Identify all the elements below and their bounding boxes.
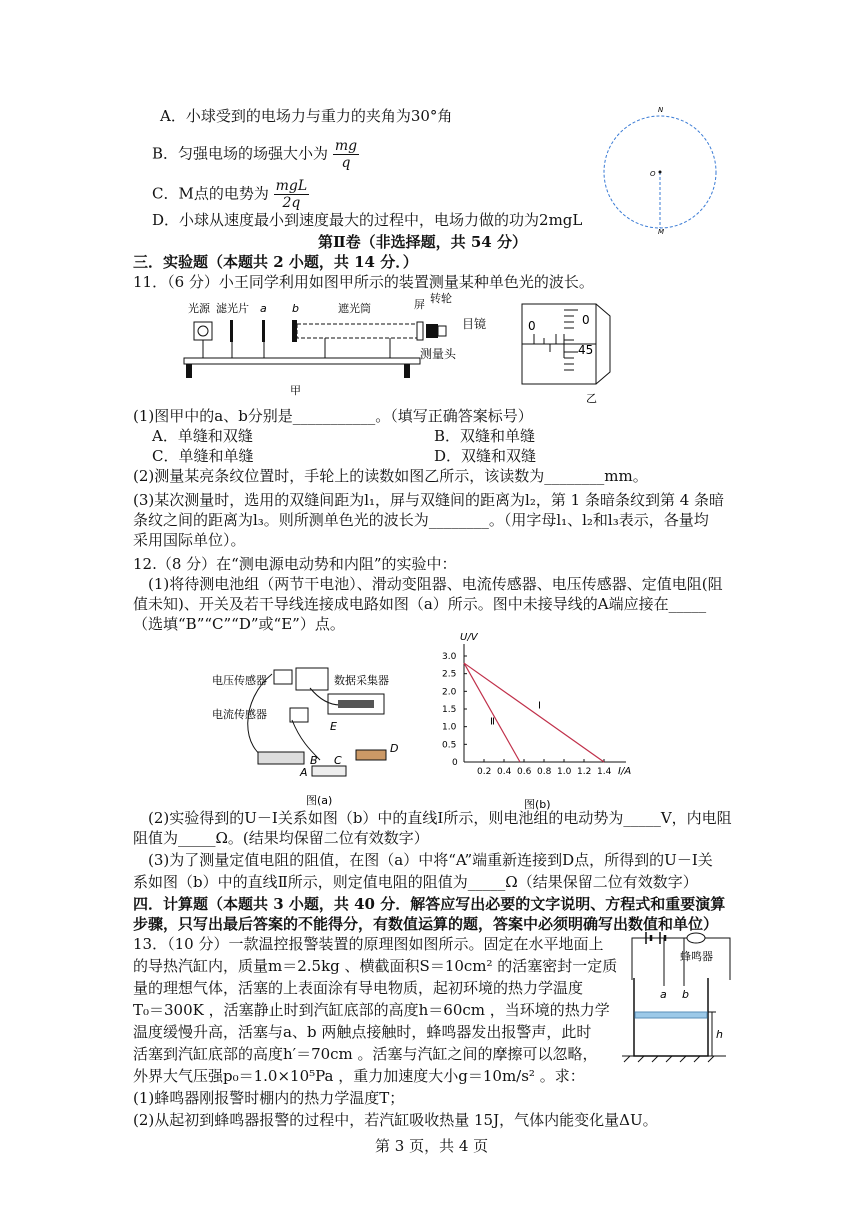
q11-part2: (2)测量某亮条纹位置时，手轮上的读数如图乙所示，该读数为________mm。 <box>133 467 648 485</box>
measuring-head <box>426 324 438 338</box>
piston <box>635 1012 707 1018</box>
label-contact-b: b <box>682 988 689 1001</box>
shading-tube <box>297 324 417 338</box>
slit-a <box>262 320 265 342</box>
label-voltage-sensor: 电压传感器 <box>212 674 267 687</box>
label-filter: 滤光片 <box>216 302 249 315</box>
lamp-icon <box>198 326 208 336</box>
q11-option-a: A．单缝和双缝 <box>152 427 253 445</box>
q11-part3-line3: 采用国际单位）。 <box>133 531 246 549</box>
switch <box>312 766 346 776</box>
y-tick-label: 2.0 <box>442 687 457 698</box>
y-tick-label: 1.5 <box>442 705 457 715</box>
q13-cylinder-figure <box>618 930 743 1065</box>
y-tick-label: 0.5 <box>442 740 457 751</box>
q12-part1-line3: （选填“B”“C”“D”或“E”）点。 <box>133 615 345 633</box>
fraction-denominator: 2q <box>282 195 301 211</box>
y-tick-label: 3.0 <box>442 652 457 662</box>
label-o: O <box>650 170 656 178</box>
fig-jia-caption: 甲 <box>290 384 301 397</box>
q11-part3-line2: 条纹之间的距离为l₃。则所测单色光的波长为________。（用字母l₁、l₂和l₃表示，各量均 <box>133 511 709 529</box>
q11-part1: (1)图甲中的a、b分别是___________。（填写正确答案标号） <box>133 407 533 425</box>
q10-option-b-text: B．匀强电场的场强大小为 <box>152 144 329 163</box>
x-tick-label: 0.4 <box>497 767 512 777</box>
q10-option-c <box>152 178 309 211</box>
q10-option-a: A．小球受到的电场力与重力的夹角为30°角 <box>160 107 453 125</box>
series-label-1: Ⅰ <box>538 700 541 712</box>
current-sensor-box <box>290 708 308 722</box>
label-h: h <box>716 1028 723 1041</box>
optical-bench <box>184 358 420 364</box>
label-eyepiece: 目镜 <box>462 317 487 331</box>
page-footer: 第 3 页，共 4 页 <box>375 1137 489 1155</box>
light-source-box <box>194 322 212 340</box>
slit-b <box>292 320 297 342</box>
y-tick-label: 1.0 <box>442 722 457 733</box>
ground-hatch <box>708 1056 714 1062</box>
series-line-1 <box>464 663 604 762</box>
label-measuring-head: 测量头 <box>420 347 457 361</box>
ground-hatch <box>666 1056 672 1062</box>
label-current-sensor: 电流传感器 <box>212 708 267 721</box>
label-b-point: B <box>310 754 318 767</box>
q10-option-b <box>152 138 359 171</box>
section2-title: 第Ⅱ卷（非选择题，共 54 分） <box>318 233 527 251</box>
q11-apparatus-figure <box>180 292 460 397</box>
fraction-denominator: q <box>341 155 351 171</box>
fig-a-caption: 图(a) <box>306 794 333 807</box>
label-m: M <box>658 228 665 236</box>
q12-stem: 12.（8 分）在“测电源电动势和内阻”的实验中： <box>133 555 457 573</box>
q13-line1: 13．（10 分）一款温控报警装置的原理图如图所示。固定在水平地面上 <box>133 935 604 953</box>
x-tick-label: 1.0 <box>557 767 572 777</box>
label-c-point: C <box>334 754 342 767</box>
label-tube: 遮光筒 <box>338 302 371 315</box>
section3-title: 三．实验题（本题共 2 小题，共 14 分．） <box>133 253 418 271</box>
fraction-numerator: mg <box>334 138 358 154</box>
q12-part1-line2: 值未知)、开关及若干导线连接成电路如图（a）所示。图中未接导线的A端应接在_____ <box>133 595 707 613</box>
battery-pack <box>258 752 304 764</box>
q11-part3-line1: (3)某次测量时，选用的双缝间距为l₁，屏与双缝间的距离为l₂，第 1 条暗条纹到第 4 条暗 <box>133 491 725 509</box>
label-light-source: 光源 <box>188 302 210 315</box>
section4-title-line2: 步骤，只写出最后答案的不能得分，有数值运算的题，答案中必须明确写出数值和单位） <box>133 915 719 933</box>
data-collector-box <box>296 668 328 690</box>
series-line-2 <box>464 663 520 762</box>
q10-option-d: D．小球从速度最小到速度最大的过程中，电场力做的功为2mgL <box>152 211 583 229</box>
q11-option-d: D．双缝和双缝 <box>434 447 537 465</box>
ground-hatch <box>680 1056 686 1062</box>
q12-ui-chart <box>430 632 632 811</box>
q10-circle-figure <box>600 100 720 240</box>
ground-hatch <box>694 1056 700 1062</box>
x-tick-label: 0.8 <box>537 767 552 777</box>
q13-line6: 活塞到汽缸底部的高度h′＝70cm 。活塞与汽缸之间的摩擦可以忽略， <box>133 1045 598 1063</box>
thimble-label-0: 0 <box>582 313 590 327</box>
q12-part2-line1: (2)实验得到的U－I关系如图（b）中的直线Ⅰ所示，则电池组的电动势为_____V，内电阻 <box>148 809 732 827</box>
q10-option-c-text: C．M点的电势为 <box>152 184 269 203</box>
x-axis-label: I/A <box>618 766 632 777</box>
ground-hatch <box>638 1056 644 1062</box>
q12-part2-line2: 阻值为_____Ω。(结果均保留二位有效数字） <box>133 829 429 847</box>
ground-hatch <box>624 1056 630 1062</box>
q11-stem: 11．（6 分）小王同学利用如图甲所示的装置测量某种单色光的波长。 <box>133 273 594 291</box>
rheostat-coil <box>338 700 374 708</box>
label-d-point: D <box>390 742 399 755</box>
label-contact-a: a <box>660 988 667 1001</box>
center-dot <box>659 171 662 174</box>
q12-circuit-figure <box>210 660 410 808</box>
label-wheel: 转轮 <box>430 292 452 305</box>
series-label-2: Ⅱ <box>490 716 495 728</box>
fraction-numerator: mgL <box>275 178 308 194</box>
voltage-sensor-box <box>274 670 292 684</box>
fig-yi-caption: 乙 <box>586 392 597 405</box>
y-axis-label: U/V <box>460 632 478 643</box>
label-data-collector: 数据采集器 <box>334 674 389 687</box>
q13-line7: 外界大气压强p₀＝1.0×10⁵Pa ，重力加速度大小g＝10m/s² 。求： <box>133 1067 585 1085</box>
y-tick-label: 0 <box>452 758 458 768</box>
filter-plate <box>230 320 233 342</box>
q11-option-c: C．单缝和单缝 <box>152 447 254 465</box>
label-e: E <box>330 720 337 733</box>
buzzer-icon <box>687 933 705 943</box>
screen-plate <box>417 322 423 340</box>
label-a-point: A <box>300 766 308 779</box>
fixed-resistor <box>356 750 386 760</box>
q13-part2: (2)从起初到蜂鸣器报警的过程中，若汽缸吸收热量 15J，气体内能变化量ΔU。 <box>133 1111 658 1129</box>
label-a: a <box>260 302 267 315</box>
ground-hatch <box>652 1056 658 1062</box>
q12-part3-line1: (3)为了测量定值电阻的阻值，在图（a）中将“A”端重新连接到D点，所得到的U－I关 <box>148 851 713 869</box>
q10-option-b-fraction <box>333 138 359 171</box>
q11-option-b: B．双缝和单缝 <box>434 427 536 445</box>
bench-foot <box>404 364 410 378</box>
label-n: N <box>658 106 664 114</box>
bench-foot <box>186 364 192 378</box>
main-scale-zero: 0 <box>528 319 536 333</box>
label-buzzer: 蜂鸣器 <box>680 950 713 963</box>
thimble-outline <box>596 304 610 384</box>
thimble-label-45: 45 <box>578 343 594 357</box>
fig-b-caption: 图(b) <box>524 798 551 811</box>
label-screen: 屏 <box>414 298 425 311</box>
y-tick-label: 2.5 <box>442 669 457 680</box>
q12-part1-line1: (1)将待测电池组（两节干电池）、滑动变阻器、电流传感器、电压传感器、定值电阻(阻 <box>148 575 723 593</box>
q13-line5: 温度缓慢升高，活塞与a、b 两触点接触时，蜂鸣器发出报警声，此时 <box>133 1023 592 1041</box>
q13-part1: (1)蜂鸣器刚报警时棚内的热力学温度T； <box>133 1089 405 1107</box>
eyepiece <box>438 326 446 336</box>
x-tick-label: 1.4 <box>597 767 612 777</box>
wire <box>310 688 340 705</box>
x-tick-label: 0.2 <box>477 767 492 777</box>
section4-title-line1: 四．计算题（本题共 3 小题，共 40 分．解答应写出必要的文字说明、方程式和重要演算 <box>133 895 726 913</box>
label-b: b <box>292 302 299 315</box>
q10-option-c-fraction <box>274 178 310 211</box>
q13-line3: 量的理想气体，活塞的上表面涂有导电物质，起初环境的热力学温度 <box>133 979 584 997</box>
q12-part3-line2: 系如图（b）中的直线Ⅱ所示，则定值电阻的阻值为_____Ω（结果保留二位有效数字） <box>133 873 698 891</box>
q13-line2: 的导热汽缸内，质量m＝2.5kg 、横截面积S＝10cm² 的活塞密封一定质 <box>133 957 618 975</box>
q13-line4: T₀＝300K ，活塞静止时到汽缸底部的高度h＝60cm ，当环境的热力学 <box>133 1001 610 1019</box>
x-tick-label: 1.2 <box>577 767 592 777</box>
q11-micrometer-figure <box>520 300 630 406</box>
x-tick-label: 0.6 <box>517 767 532 777</box>
